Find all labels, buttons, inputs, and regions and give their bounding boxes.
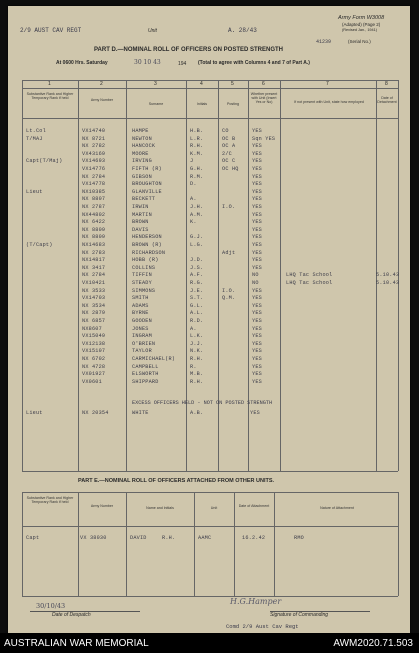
cell-number: VX14778 [82,181,106,188]
cell-surname: BECKETT [132,196,156,203]
cell-present: YES [252,173,262,180]
cell-surname: IRWIN [132,204,149,210]
cell-surname: MARTIN [132,211,152,218]
part-e-name: DAVID [130,535,147,541]
cmd-line: Comd 2/9 Aust Cav Regt [226,623,299,630]
cell-present: YES [252,287,262,294]
cell-surname: BYRNE [132,310,149,317]
cell-posting: OC A [222,143,236,150]
cell-number: NX 8721 [82,135,106,142]
cell-initials: S.T. [190,295,204,302]
cell-posting: Q.M. [222,295,236,302]
cell-rank: T/MAJ [26,135,43,142]
archive-name: AUSTRALIAN WAR MEMORIAL [4,638,149,649]
cell-initials: A.M. [190,211,204,218]
part-e-row [24,535,396,542]
cell-posting: OC HQ [222,166,239,172]
cell-surname: HENDERSON [132,234,162,241]
despatch-label: Date of Despatch [52,612,91,618]
cell-surname: RICHARDSON [132,249,166,256]
table-row [24,196,396,203]
col-num-6: 6 [262,81,265,87]
cell-initials: R.H. [190,356,204,362]
cell-number: VX14740 [82,128,106,134]
cell-surname: HOBB (R) [132,257,159,264]
cell-present: YES [252,234,262,241]
serial-number: 41239 [316,39,332,45]
cell-initials: K. [190,219,197,226]
cell-number: NX 3417 [82,264,106,271]
cell-surname: STEADY [132,280,152,286]
table-row [24,219,396,226]
cell-present: YES [252,188,262,195]
col-num-7: 7 [326,81,329,87]
col-num-2: 2 [100,81,103,87]
cell-initials: R.M. [190,173,204,180]
cell-surname: MOORE [132,150,149,157]
cell-surname: HANCOCK [132,143,156,150]
cell-number: NX 2784 [82,173,106,180]
signature-scrawl: H.G.Hamper [230,597,282,606]
table-row [24,174,396,181]
cell-initials: D. [190,181,197,188]
cell-present: YES [252,257,262,264]
cell-initials: J.E. [190,287,204,294]
cell-number: NX 6857 [82,318,106,324]
table-row [24,181,396,188]
cell-surname: ELSWORTH [132,371,159,378]
part-e-header-rank: Substantive Rank and Higher Temporary Rank if held [26,496,74,504]
part-e-unit: AAMC [198,535,212,541]
cell-present: YES [252,264,262,271]
cell-number: NX 2783 [82,249,106,256]
cell-rank: Capt(T/Maj) [26,158,63,165]
cell-number: NX14683 [82,242,106,248]
cell-initials: R.G. [190,280,204,286]
cell-present: YES [252,158,262,165]
cell-initials: J.H. [190,204,204,210]
cell-initials: N.K. [190,348,204,355]
table-row [24,364,396,371]
cell-number: NX 3534 [82,302,106,309]
cell-surname: BROWN [132,219,149,226]
table-row [24,326,396,333]
cell-initials: J [190,158,194,165]
year-prefix: 194 [178,61,187,67]
cell-initials: A. [190,196,197,203]
part-e-header-unit: Unit [210,506,218,510]
cell-present: YES [252,181,262,188]
at-hours: At 0600 Hrs. Saturday [56,60,108,66]
table-row [24,250,396,257]
cell-number: NX 4728 [82,363,106,370]
part-e-header-date: Date of Attachment [238,504,270,508]
despatch-date: 30/10/43 [36,602,66,610]
cell-posting: OC B [222,135,236,142]
cell-number: VX14776 [82,166,106,172]
part-e-date: 16.2.42 [242,535,266,541]
col-header-initials: Initials [196,102,208,106]
table-row [24,166,396,173]
cell-present: YES [252,348,262,355]
excess-rank: Lieut [26,410,43,416]
cell-surname: CAMPBELL [132,363,159,370]
cell-present: YES [252,302,262,309]
cell-present: YES [252,242,262,248]
table-row [24,371,396,378]
cell-initials: R.D. [190,318,204,324]
table-row [24,151,396,158]
cell-number: NX 8807 [82,196,106,203]
table-row [24,234,396,241]
cell-number: VX14703 [82,295,106,302]
signature-label: Signature of Commanding [270,612,329,618]
cell-posting: OC C [222,158,236,165]
cell-present: YES [252,371,262,378]
col-num-5: 5 [231,81,234,87]
cell-surname: HAMPE [132,128,149,134]
cell-detach-date: 5.10.43 [376,280,400,286]
table-row [24,128,396,135]
cell-number: NX 6702 [82,356,106,362]
table-row [24,318,396,325]
cell-initials: A.L. [190,310,204,317]
cell-surname: IRVING [132,158,152,165]
excess-present: YES [250,410,260,416]
cell-initials: L.R. [190,135,204,142]
cell-surname: SMITH [132,295,149,302]
table-row [24,348,396,355]
cell-present: YES [252,340,262,347]
revised-note: (Revised Jan., 1941) [342,28,378,32]
table-row [24,143,396,150]
cell-posting: I.O. [222,204,236,210]
cell-surname: INGRAM [132,333,152,340]
table-row [24,280,400,287]
table-row [24,303,396,310]
part-e-header-name: Name and Initials [146,506,174,510]
col-header-posting: Posting [227,102,239,106]
table-row [24,227,396,234]
table-row [24,288,396,295]
part-d-title: PART D.—NOMINAL ROLL OF OFFICERS ON POSTED STRENGTH [94,47,284,53]
cell-present: YES [252,204,262,210]
cell-surname: TIFFIN [132,272,152,279]
cell-initials: J.S. [190,264,204,271]
cell-number: NX44802 [82,211,106,218]
cell-rank: Lieut [26,188,43,195]
cell-posting: Adjt [222,249,236,256]
cell-present: YES [252,166,262,172]
part-e-header-number: Army Number [90,504,114,508]
cell-number: VX15049 [82,333,106,340]
part-e-initials: R.H. [162,535,176,541]
cell-present: YES [252,310,262,317]
cell-number: NX 8809 [82,226,106,233]
excess-initials: A.B. [190,410,204,416]
cell-number: NX 2784 [82,272,106,279]
excess-number: NX 20354 [82,410,109,416]
cell-initials: J.J. [190,340,204,347]
cell-present: YES [252,226,262,233]
table-row [24,379,396,386]
cell-initials: R.H. [190,378,204,385]
cell-present: YES [252,249,262,256]
cell-surname: GIBSON [132,173,152,180]
cell-rank: Lt.Col [26,128,46,134]
excess-surname: WHITE [132,410,149,416]
col-header-present: Whether present with Unit (Insert Yes or No) [250,92,278,104]
col-num-3: 3 [154,81,157,87]
cell-number: VX43169 [82,150,106,157]
table-row [24,242,396,249]
cell-posting: CO [222,128,229,134]
cell-initials: G.J. [190,234,204,241]
cell-initials: R. [190,363,197,370]
document-page [8,6,410,633]
cell-present: YES [252,318,262,324]
cell-number: NX 2782 [82,143,106,150]
col-header-surname: Surname [148,102,164,106]
cell-surname: FIFTH (R) [132,166,162,172]
table-row [24,204,396,211]
cell-surname: NEWTON [132,135,152,142]
cell-surname: GOODEN [132,318,152,324]
cell-employ: LHQ Tac School [286,280,333,286]
part-e-nature: RMO [294,535,304,541]
cell-number: VX10421 [82,280,106,286]
cell-number: NX 3533 [82,287,106,294]
cell-present: YES [252,356,262,362]
cell-number: NX 2787 [82,204,106,210]
cell-number: VX01927 [82,371,106,378]
cell-surname: TAYLOR [132,348,152,355]
table-row [24,212,396,219]
table-row [24,295,396,302]
cell-initials: M.B. [190,371,204,378]
cell-number: VX14693 [82,158,106,165]
cell-surname: SHIPPARD [132,378,159,385]
col-num-4: 4 [200,81,203,87]
cell-initials: A.F. [190,272,204,279]
excess-title: EXCESS OFFICERS HELD - NOT ON POSTED STRENGTH [132,400,273,406]
cell-number: NX10385 [82,188,106,195]
table-row [24,189,396,196]
col-num-1: 1 [48,81,51,87]
cell-number: VX15107 [82,348,106,355]
cell-surname: DAVIS [132,226,149,233]
cell-present: YES [252,150,262,157]
part-e-rank: Capt [26,535,40,541]
col-header-rank: Substantive Rank and Higher Temporary Rank if held [26,92,74,100]
cell-surname: SIMMONS [132,287,156,294]
table-row [24,272,400,279]
cell-surname: BROUGHTON [132,181,162,188]
cell-number: NX14817 [82,257,106,264]
cell-surname: ADAMS [132,302,149,309]
table-row [24,333,396,340]
cell-initials: G.H. [190,166,204,172]
cell-initials: H.B. [190,128,204,134]
cell-number: VX0601 [82,378,102,385]
cell-number: VX12138 [82,340,106,347]
cell-surname: JONES [132,325,149,332]
excess-row [24,410,396,417]
unit-typed: 2/9 AUST CAV REGT [20,27,82,34]
cell-present: YES [252,333,262,340]
cell-initials: J.D. [190,257,204,264]
col-header-employ: If not present with Unit, state how employed [294,100,364,104]
table-row [24,265,396,272]
cell-number: NX8607 [82,325,102,332]
army-form: Army Form W3008 [338,15,385,21]
cell-present: YES [252,295,262,302]
cell-surname: GLANVILLE [132,188,162,195]
table-row [24,356,396,363]
cell-posting: 2/C [222,150,232,157]
cell-present: YES [252,211,262,218]
cell-present: NO [252,280,259,286]
part-e-header-nature: Nature of Attachment [320,506,354,510]
cell-present: NO [252,272,259,279]
unit-label: Unit [148,28,157,34]
cell-present: Sqn YES [252,135,276,142]
cell-initials: A. [190,325,197,332]
cell-surname: BROWN (R) [132,242,162,248]
cell-rank: (T/Capt) [26,242,53,248]
cell-initials: K.M. [190,150,204,157]
adapted-note: (Adapted) (Page 2) [342,22,381,27]
serial-label: (Serial No.) [348,39,371,44]
archive-id: AWM2020.71.503 [333,638,413,649]
part-e-number: VX 38030 [80,535,107,541]
col-header-number: Army Number [90,98,114,102]
cell-present: YES [252,363,262,370]
cell-present: YES [252,128,262,134]
cell-number: NX 6422 [82,219,106,226]
archive-footer [0,633,419,653]
col-header-date: Date of Detachment [377,96,397,104]
cell-initials: L.G. [190,242,204,248]
cell-surname: O'BRIEN [132,340,156,347]
cell-initials: L.K. [190,333,204,340]
cell-employ: LHQ Tac School [286,272,333,279]
table-row [24,257,396,264]
cell-present: YES [252,143,262,150]
date-typed: A. 28/43 [228,27,257,34]
cell-initials: R.H. [190,143,204,150]
total-note: (Total to agree with Columns 4 and 7 of Part A.) [198,60,310,66]
table-row [24,341,396,348]
table-row [24,136,396,143]
col-num-8: 8 [385,81,388,87]
cell-present: YES [252,325,262,332]
part-e-title: PART E.—NOMINAL ROLL OF OFFICERS ATTACHED FROM OTHER UNITS. [78,478,275,484]
table-row [24,158,396,165]
date-hand: 30 10 43 [134,59,161,66]
cell-surname: CARMICHAEL(R) [132,356,176,362]
cell-initials: G.L. [190,302,204,309]
cell-number: NX 2879 [82,310,106,317]
cell-present: YES [252,378,262,385]
table-row [24,310,396,317]
cell-posting: I.O. [222,287,236,294]
cell-present: YES [252,196,262,203]
cell-detach-date: 5.10.43 [376,272,400,279]
cell-number: NX 8809 [82,234,106,241]
cell-surname: COLLINS [132,264,156,271]
cell-present: YES [252,219,262,226]
